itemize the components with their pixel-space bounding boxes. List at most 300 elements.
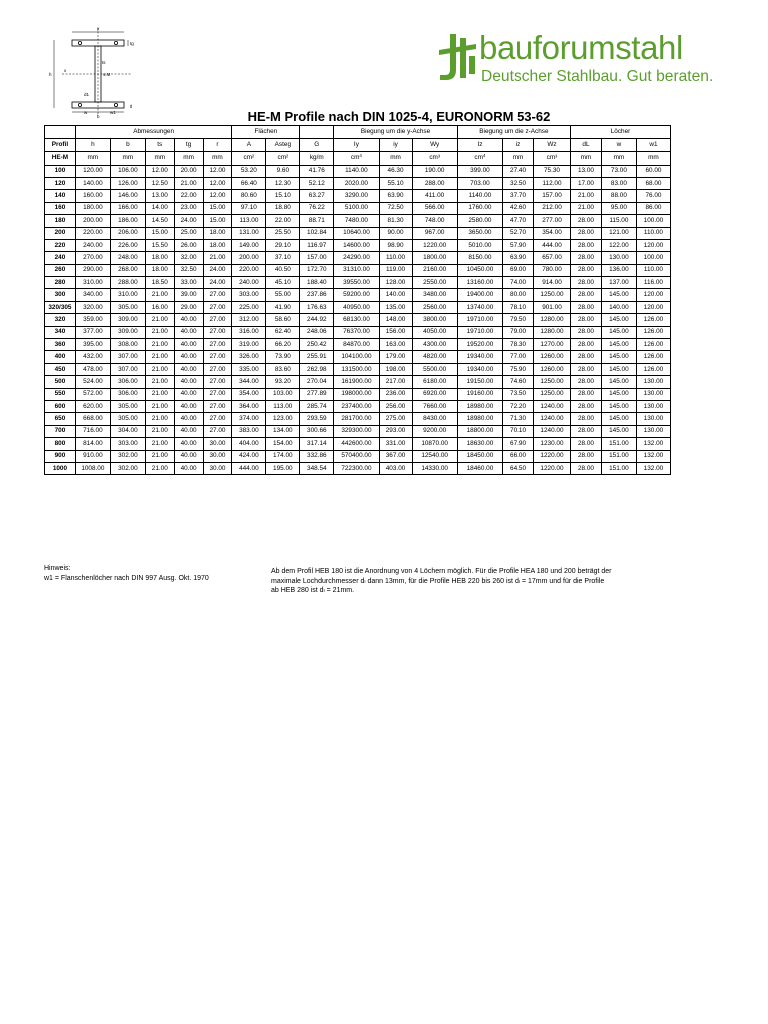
table-row	[45, 190, 671, 202]
value-cell: 19340.00	[457, 351, 502, 363]
value-cell: 225.00	[232, 301, 266, 313]
value-cell: 226.00	[110, 239, 145, 251]
value-cell: 32.50	[174, 264, 203, 276]
value-cell: 40.00	[174, 450, 203, 462]
value-cell: 277.00	[533, 215, 570, 227]
value-cell: 110.00	[379, 252, 412, 264]
value-cell: 10870.00	[412, 438, 457, 450]
value-cell: 21.00	[571, 202, 602, 214]
value-cell: 130.00	[636, 388, 670, 400]
value-cell: 32.00	[174, 252, 203, 264]
value-cell: 22.00	[174, 190, 203, 202]
unit-header	[174, 152, 203, 165]
value-cell: 67.90	[503, 438, 534, 450]
value-cell: 275.00	[379, 413, 412, 425]
value-cell: 668.00	[75, 413, 110, 425]
value-cell: 5500.00	[412, 363, 457, 375]
value-cell: 31310.00	[334, 264, 379, 276]
value-cell: 28.00	[571, 301, 602, 313]
value-cell: 21.00	[145, 339, 174, 351]
value-cell: 27.00	[203, 376, 232, 388]
value-cell: 237.86	[300, 289, 334, 301]
value-cell: 748.00	[412, 215, 457, 227]
value-cell: 39550.00	[334, 277, 379, 289]
profile-cell: 800	[45, 438, 76, 450]
value-cell: 270.04	[300, 376, 334, 388]
value-cell: 308.00	[110, 339, 145, 351]
value-cell: 302.00	[110, 450, 145, 462]
value-cell: 190.00	[412, 165, 457, 177]
flange-hole	[114, 41, 117, 44]
unit-header	[379, 152, 412, 165]
value-cell: 1008.00	[75, 462, 110, 474]
value-cell: 121.00	[601, 227, 636, 239]
value-cell: 120.00	[636, 239, 670, 251]
value-cell: 40.00	[174, 339, 203, 351]
value-cell: 478.00	[75, 363, 110, 375]
value-cell: 6180.00	[412, 376, 457, 388]
diagram-label: h	[49, 72, 52, 77]
value-cell: 21.00	[145, 400, 174, 412]
unit-header-row	[45, 152, 671, 165]
value-cell: 140.00	[601, 301, 636, 313]
note-line: Ab dem Profil HEB 180 ist die Anordnung von 4 Löchern möglich. Für die Profile HEA 180 und 200 beträgt der	[271, 568, 612, 575]
value-cell: 200.00	[232, 252, 266, 264]
value-cell: 103.00	[266, 388, 300, 400]
value-cell: 72.20	[503, 400, 534, 412]
diagram-label: tl	[130, 104, 133, 109]
value-cell: 285.74	[300, 400, 334, 412]
table-row	[45, 227, 671, 239]
value-cell: 160.00	[75, 190, 110, 202]
value-cell: 58.60	[266, 314, 300, 326]
unit-text: mm	[512, 154, 524, 162]
value-cell: 13740.00	[457, 301, 502, 313]
table-row	[45, 363, 671, 375]
value-cell: 28.00	[571, 363, 602, 375]
unit-text: mm	[648, 154, 659, 162]
value-cell: 15.00	[145, 227, 174, 239]
value-cell: 332.86	[300, 450, 334, 462]
unit-header	[145, 152, 174, 165]
value-cell: 40.00	[174, 363, 203, 375]
unit-header	[75, 152, 110, 165]
unit-text: cm²	[277, 154, 289, 162]
value-cell: 620.00	[75, 400, 110, 412]
value-cell: 244.92	[300, 314, 334, 326]
column-header: Asteg	[266, 139, 300, 152]
value-cell: 23.00	[174, 202, 203, 214]
value-cell: 901.00	[533, 301, 570, 313]
value-cell: 32.50	[503, 177, 534, 189]
table-row	[45, 425, 671, 437]
value-cell: 29.10	[266, 239, 300, 251]
value-cell: 780.00	[533, 264, 570, 276]
value-cell: 1230.00	[533, 438, 570, 450]
note-line: maximale Lochdurchmesser dₗ dann 13mm, für die Profile HEB 220 bis 260 ist dₗ = 17mm und für die Profile	[271, 577, 605, 585]
value-cell: 12.00	[203, 165, 232, 177]
unit-text: mm	[122, 154, 134, 162]
value-cell: 3290.00	[334, 190, 379, 202]
unit-text: kg/m	[309, 154, 324, 162]
value-cell: 1270.00	[533, 339, 570, 351]
value-cell: 8150.00	[457, 252, 502, 264]
value-cell: 198000.00	[334, 388, 379, 400]
profile-cell: 650	[45, 413, 76, 425]
group-header-biegung-y: Biegung um die y-Achse	[334, 126, 458, 139]
value-cell: 151.00	[601, 450, 636, 462]
table-row	[45, 388, 671, 400]
value-cell: 340.00	[75, 289, 110, 301]
value-cell: 18.00	[203, 227, 232, 239]
value-cell: 151.00	[601, 438, 636, 450]
value-cell: 348.54	[300, 462, 334, 474]
value-cell: 136.00	[601, 264, 636, 276]
value-cell: 68.00	[636, 177, 670, 189]
value-cell: 126.00	[110, 177, 145, 189]
table-row	[45, 264, 671, 276]
value-cell: 317.14	[300, 438, 334, 450]
value-cell: 100.00	[636, 215, 670, 227]
value-cell: 70.10	[503, 425, 534, 437]
value-cell: 40.00	[174, 400, 203, 412]
value-cell: 79.50	[503, 314, 534, 326]
value-cell: 2580.00	[457, 215, 502, 227]
value-cell: 78.10	[503, 301, 534, 313]
value-cell: 145.00	[601, 289, 636, 301]
value-cell: 14.00	[145, 202, 174, 214]
value-cell: 18980.00	[457, 413, 502, 425]
unit-header	[636, 152, 670, 165]
flange-hole	[114, 103, 117, 106]
value-cell: 113.00	[232, 215, 266, 227]
unit-header	[203, 152, 232, 165]
value-cell: 28.00	[571, 252, 602, 264]
value-cell: 1240.00	[533, 400, 570, 412]
value-cell: 411.00	[412, 190, 457, 202]
value-cell: 5100.00	[334, 202, 379, 214]
unit-header	[266, 152, 300, 165]
value-cell: 19340.00	[457, 363, 502, 375]
value-cell: 63.27	[300, 190, 334, 202]
value-cell: 63.90	[379, 190, 412, 202]
value-cell: 524.00	[75, 376, 110, 388]
profile-cell: 320/305	[45, 301, 76, 313]
column-header: G	[300, 139, 334, 152]
value-cell: 145.00	[601, 326, 636, 338]
value-cell: 131500.00	[334, 363, 379, 375]
table-row	[45, 400, 671, 412]
value-cell: 27.00	[203, 351, 232, 363]
value-cell: 21.00	[145, 363, 174, 375]
unit-text: mm	[212, 154, 223, 162]
unit-text: cm³	[546, 154, 558, 162]
value-cell: 344.00	[232, 376, 266, 388]
value-cell: 18.80	[266, 202, 300, 214]
profile-cell: 340	[45, 326, 76, 338]
value-cell: 97.10	[232, 202, 266, 214]
value-cell: 1250.00	[533, 376, 570, 388]
value-cell: 106.00	[110, 165, 145, 177]
value-cell: 112.00	[533, 177, 570, 189]
table-row	[45, 450, 671, 462]
value-cell: 21.00	[174, 177, 203, 189]
unit-text: mm	[613, 154, 625, 162]
value-cell: 310.00	[110, 289, 145, 301]
value-cell: 195.00	[266, 462, 300, 474]
value-cell: 135.00	[379, 301, 412, 313]
value-cell: 307.00	[110, 351, 145, 363]
value-cell: 914.00	[533, 277, 570, 289]
value-cell: 309.00	[110, 314, 145, 326]
value-cell: 217.00	[379, 376, 412, 388]
value-cell: 307.00	[110, 363, 145, 375]
value-cell: 19520.00	[457, 339, 502, 351]
value-cell: 28.00	[571, 239, 602, 251]
value-cell: 444.00	[232, 462, 266, 474]
value-cell: 113.00	[266, 400, 300, 412]
value-cell: 15.10	[266, 190, 300, 202]
value-cell: 60.00	[636, 165, 670, 177]
value-cell: 28.00	[571, 438, 602, 450]
value-cell: 137.00	[601, 277, 636, 289]
value-cell: 309.00	[110, 326, 145, 338]
value-cell: 2550.00	[412, 277, 457, 289]
value-cell: 237400.00	[334, 400, 379, 412]
value-cell: 130.00	[636, 376, 670, 388]
table-row	[45, 215, 671, 227]
value-cell: 41.76	[300, 165, 334, 177]
value-cell: 240.00	[75, 239, 110, 251]
diagram-label: d1	[84, 92, 90, 97]
value-cell: 75.90	[503, 363, 534, 375]
value-cell: 331.00	[379, 438, 412, 450]
value-cell: 657.00	[533, 252, 570, 264]
value-cell: 572.00	[75, 388, 110, 400]
value-cell: 80.00	[503, 289, 534, 301]
value-cell: 13160.00	[457, 277, 502, 289]
unit-text: mm	[390, 154, 401, 162]
value-cell: 66.40	[232, 177, 266, 189]
value-cell: 66.00	[503, 450, 534, 462]
value-cell: 176.63	[300, 301, 334, 313]
value-cell: 53.20	[232, 165, 266, 177]
value-cell: 40.00	[174, 388, 203, 400]
value-cell: 69.00	[503, 264, 534, 276]
value-cell: 305.00	[110, 301, 145, 313]
table-row	[45, 438, 671, 450]
value-cell: 1250.00	[533, 289, 570, 301]
value-cell: 354.00	[533, 227, 570, 239]
column-header: iz	[503, 139, 534, 152]
value-cell: 28.00	[571, 400, 602, 412]
value-cell: 364.00	[232, 400, 266, 412]
value-cell: 27.00	[203, 363, 232, 375]
value-cell: 90.00	[379, 227, 412, 239]
value-cell: 146.00	[110, 190, 145, 202]
value-cell: 312.00	[232, 314, 266, 326]
value-cell: 126.00	[636, 326, 670, 338]
value-cell: 72.50	[379, 202, 412, 214]
column-header: w	[601, 139, 636, 152]
value-cell: 149.00	[232, 239, 266, 251]
column-header: Iz	[457, 139, 502, 152]
value-cell: 40.00	[174, 413, 203, 425]
value-cell: 7660.00	[412, 400, 457, 412]
group-header-flaechen: Flächen	[232, 126, 300, 139]
value-cell: 28.00	[571, 289, 602, 301]
value-cell: 432.00	[75, 351, 110, 363]
value-cell: 66.20	[266, 339, 300, 351]
note-line: ab HEB 280 ist dₗ = 21mm.	[271, 587, 355, 595]
value-cell: 40.00	[174, 326, 203, 338]
value-cell: 17.00	[571, 177, 602, 189]
value-cell: 18450.00	[457, 450, 502, 462]
value-cell: 1260.00	[533, 351, 570, 363]
value-cell: 1280.00	[533, 314, 570, 326]
value-cell: 303.00	[232, 289, 266, 301]
value-cell: 95.00	[601, 202, 636, 214]
diagram-label: y	[97, 26, 100, 31]
value-cell: 12.00	[145, 165, 174, 177]
value-cell: 206.00	[110, 227, 145, 239]
value-cell: 145.00	[601, 339, 636, 351]
table-row	[45, 177, 671, 189]
value-cell: 14.50	[145, 215, 174, 227]
group-header-biegung-z: Biegung um die z-Achse	[457, 126, 570, 139]
column-header: Iy	[334, 139, 379, 152]
unit-header	[232, 152, 266, 165]
value-cell: 14600.00	[334, 239, 379, 251]
value-cell: 28.00	[571, 264, 602, 276]
hole-note	[271, 567, 671, 596]
value-cell: 910.00	[75, 450, 110, 462]
value-cell: 5010.00	[457, 239, 502, 251]
value-cell: 1220.00	[412, 239, 457, 251]
value-cell: 21.00	[145, 376, 174, 388]
value-cell: 1220.00	[533, 462, 570, 474]
unit-header	[571, 152, 602, 165]
diagram-label: ts	[102, 60, 106, 65]
value-cell: 3480.00	[412, 289, 457, 301]
value-cell: 329300.00	[334, 425, 379, 437]
value-cell: 131.00	[232, 227, 266, 239]
value-cell: 10640.00	[334, 227, 379, 239]
value-cell: 21.00	[145, 351, 174, 363]
table-row	[45, 376, 671, 388]
i-beam-cross-section-diagram	[44, 24, 154, 122]
value-cell: 64.50	[503, 462, 534, 474]
unit-header	[533, 152, 570, 165]
value-cell: 200.00	[75, 215, 110, 227]
value-cell: 157.00	[300, 252, 334, 264]
value-cell: 63.90	[503, 252, 534, 264]
value-cell: 122.00	[601, 239, 636, 251]
value-cell: 28.00	[571, 376, 602, 388]
value-cell: 40.00	[174, 438, 203, 450]
column-header: Wz	[533, 139, 570, 152]
table-row	[45, 326, 671, 338]
value-cell: 132.00	[636, 450, 670, 462]
value-cell: 14330.00	[412, 462, 457, 474]
value-cell: 27.00	[203, 289, 232, 301]
value-cell: 27.40	[503, 165, 534, 177]
value-cell: 134.00	[266, 425, 300, 437]
profile-cell: 360	[45, 339, 76, 351]
value-cell: 319.00	[232, 339, 266, 351]
value-cell: 188.40	[300, 277, 334, 289]
value-cell: 306.00	[110, 388, 145, 400]
value-cell: 27.00	[203, 400, 232, 412]
value-cell: 174.00	[266, 450, 300, 462]
table-row	[45, 413, 671, 425]
value-cell: 281700.00	[334, 413, 379, 425]
profile-cell: 240	[45, 252, 76, 264]
value-cell: 19710.00	[457, 326, 502, 338]
table-row	[45, 252, 671, 264]
value-cell: 126.00	[636, 314, 670, 326]
value-cell: 13.00	[145, 190, 174, 202]
value-cell: 28.00	[571, 314, 602, 326]
value-cell: 20.00	[174, 165, 203, 177]
unit-text: HE-M	[51, 154, 69, 162]
value-cell: 40.50	[266, 264, 300, 276]
table-row	[45, 289, 671, 301]
profile-cell: 220	[45, 239, 76, 251]
value-cell: 21.00	[145, 450, 174, 462]
value-cell: 110.00	[636, 264, 670, 276]
unit-text: cm²	[243, 154, 255, 162]
value-cell: 722300.00	[334, 462, 379, 474]
value-cell: 52.12	[300, 177, 334, 189]
value-cell: 161900.00	[334, 376, 379, 388]
value-cell: 21.00	[145, 462, 174, 474]
value-cell: 367.00	[379, 450, 412, 462]
value-cell: 268.00	[110, 264, 145, 276]
value-cell: 80.60	[232, 190, 266, 202]
profile-cell: 500	[45, 376, 76, 388]
value-cell: 570400.00	[334, 450, 379, 462]
value-cell: 18.00	[145, 264, 174, 276]
profile-column-header: Profil	[45, 139, 76, 152]
value-cell: 78.30	[503, 339, 534, 351]
value-cell: 1240.00	[533, 413, 570, 425]
value-cell: 130.00	[601, 252, 636, 264]
profile-cell: 550	[45, 388, 76, 400]
value-cell: 156.00	[379, 326, 412, 338]
value-cell: 130.00	[636, 400, 670, 412]
value-cell: 145.00	[601, 413, 636, 425]
value-cell: 2020.00	[334, 177, 379, 189]
value-cell: 24.00	[203, 277, 232, 289]
value-cell: 1220.00	[533, 450, 570, 462]
profile-cell: 320	[45, 314, 76, 326]
value-cell: 716.00	[75, 425, 110, 437]
value-cell: 73.90	[266, 351, 300, 363]
value-cell: 300.66	[300, 425, 334, 437]
value-cell: 293.59	[300, 413, 334, 425]
value-cell: 15.00	[203, 202, 232, 214]
value-cell: 240.00	[232, 277, 266, 289]
value-cell: 110.00	[636, 227, 670, 239]
value-cell: 83.60	[266, 363, 300, 375]
diagram-label: x	[64, 68, 67, 73]
table-row	[45, 314, 671, 326]
table-row	[45, 462, 671, 474]
value-cell: 172.70	[300, 264, 334, 276]
value-cell: 130.00	[636, 413, 670, 425]
value-cell: 119.00	[379, 264, 412, 276]
